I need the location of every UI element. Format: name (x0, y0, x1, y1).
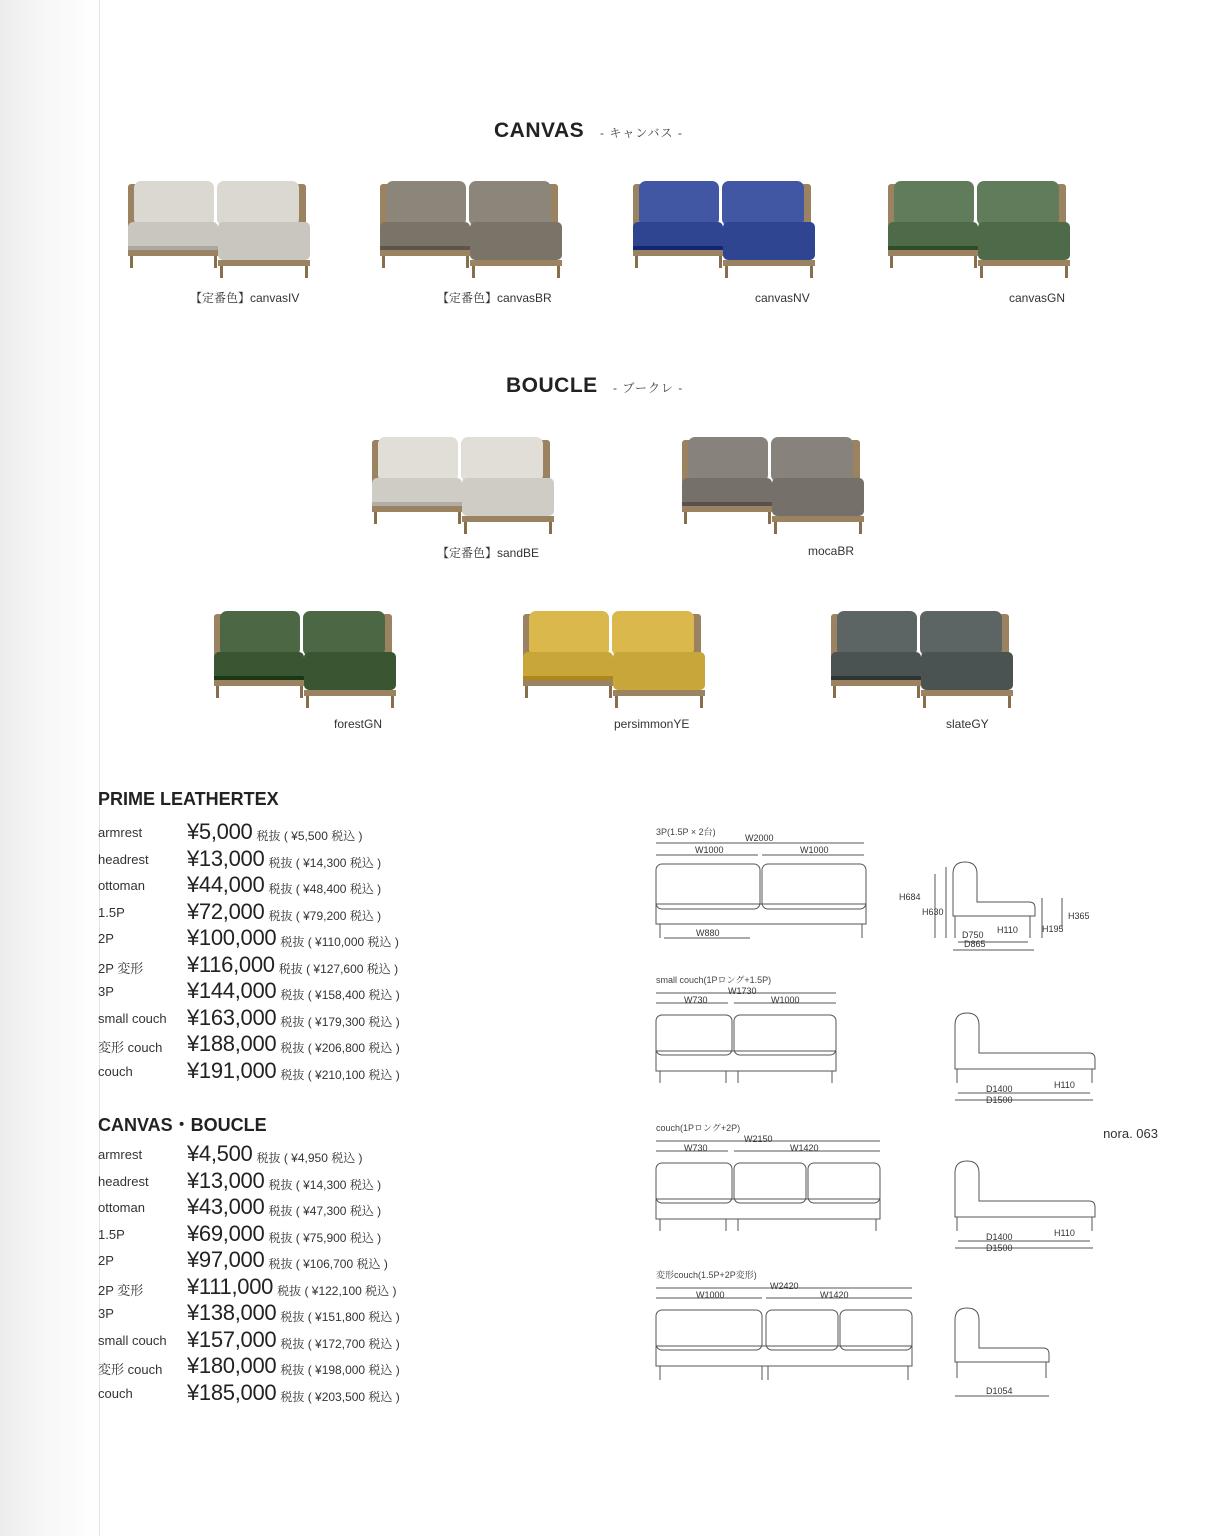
sofa-image (823, 606, 1023, 716)
price-list-title-prime: PRIME LEATHERTEX (98, 789, 279, 809)
price-tax-note: 税抜 ( ¥4,950 税込 ) (256, 1151, 363, 1165)
price-item-name: small couch (98, 1332, 167, 1348)
sofa-leg (549, 522, 552, 534)
price-tax-note: 税抜 ( ¥158,400 税込 ) (280, 988, 400, 1002)
price-value: ¥13,000 (187, 845, 265, 871)
sofa-frame (214, 680, 304, 686)
price-value: ¥180,000 (187, 1353, 277, 1378)
sofa-seat-cushion (523, 652, 613, 680)
sofa-leg (890, 256, 893, 268)
boucle-subtitle: - ブークレ - (613, 381, 684, 395)
sofa-back-cushion (461, 437, 543, 482)
sofa-leg (557, 266, 560, 278)
page-number: nora. 063 (1103, 1126, 1158, 1141)
dim-w-left: W1000 (695, 845, 724, 855)
dim-w-right: W1000 (800, 845, 829, 855)
sofa-leg (472, 266, 475, 278)
price-tax-note: 税抜 ( ¥110,000 税込 ) (280, 935, 399, 949)
dim-w-right: W1420 (820, 1290, 849, 1300)
sofa-frame (380, 250, 470, 256)
sofa-leg (466, 256, 469, 268)
sofa-frame (921, 690, 1013, 696)
price-value: ¥157,000 (187, 1326, 277, 1352)
price-tax-note: 税抜 ( ¥172,700 税込 ) (280, 1336, 400, 1351)
sofa-back-cushion (894, 181, 974, 226)
price-item-name: 1.5P (98, 904, 125, 920)
price-value: ¥185,000 (187, 1379, 277, 1405)
sofa-image (674, 432, 874, 542)
sofa-leg (917, 686, 920, 698)
price-item-name: couch (98, 1063, 133, 1079)
dim-d-1400: D1400 (986, 1232, 1013, 1242)
price-value: ¥97,000 (187, 1247, 265, 1272)
sofa-frame (633, 250, 723, 256)
price-value: ¥72,000 (187, 898, 265, 924)
sofa-seat-cushion (128, 222, 218, 250)
price-value: ¥100,000 (187, 925, 277, 950)
sofa-frame (218, 260, 310, 266)
dimension-diagram-small-couch (650, 983, 1100, 1108)
price-tax-note: 税抜 ( ¥106,700 税込 ) (268, 1257, 388, 1271)
sofa-seat-edge (128, 246, 218, 250)
sofa-back-cushion (217, 181, 299, 226)
sofa-frame (372, 506, 462, 512)
price-item-name: 3P (98, 984, 114, 999)
sofa-back-cushion (771, 437, 853, 482)
price-item-name: armrest (98, 825, 143, 840)
price-item-name: 1.5P (98, 1226, 125, 1242)
sofa-leg (306, 696, 309, 708)
price-value: ¥69,000 (187, 1220, 265, 1246)
sofa-ottoman-cushion (218, 222, 310, 260)
sofa-back-cushion (303, 611, 385, 656)
dim-h-365: H365 (1068, 911, 1090, 921)
price-row (98, 1168, 518, 1194)
sofa-frame (523, 680, 613, 686)
sofa-leg (923, 696, 926, 708)
sofa-leg (974, 256, 977, 268)
price-tax-note: 税抜 ( ¥14,300 税込 ) (268, 1177, 382, 1192)
sofa-back-cushion (837, 611, 917, 656)
price-row (98, 1221, 518, 1247)
price-row (98, 899, 518, 925)
sofa-leg (1008, 696, 1011, 708)
price-tax-note: 税抜 ( ¥206,800 税込 ) (280, 1041, 400, 1055)
price-row (98, 846, 518, 872)
swatch-label: persimmonYE (614, 717, 690, 731)
price-value: ¥111,000 (187, 1273, 274, 1299)
price-value: ¥191,000 (187, 1057, 277, 1083)
sofa-seat-edge (372, 502, 462, 506)
sofa-back-cushion (612, 611, 694, 656)
price-tax-note: 税抜 ( ¥75,900 税込 ) (268, 1230, 382, 1245)
sofa-leg (391, 696, 394, 708)
price-tax-note: 税抜 ( ¥179,300 税込 ) (280, 1014, 400, 1029)
page-binding-shadow (0, 0, 100, 1536)
price-row (98, 1300, 518, 1326)
price-value: ¥13,000 (187, 1167, 265, 1193)
sofa-ottoman-cushion (723, 222, 815, 260)
sofa-leg (525, 686, 528, 698)
sofa-leg (305, 266, 308, 278)
price-tax-note: 税抜 ( ¥127,600 税込 ) (278, 961, 399, 976)
dim-h-195: H195 (1042, 924, 1064, 934)
sofa-seat-edge (523, 676, 613, 680)
dim-w-left: W730 (684, 1143, 708, 1153)
sofa-frame (888, 250, 978, 256)
sofa-frame (772, 516, 864, 522)
price-tax-note: 税抜 ( ¥14,300 税込 ) (268, 855, 382, 870)
sofa-image (372, 176, 572, 286)
sofa-leg (768, 512, 771, 524)
sofa-back-cushion (220, 611, 300, 656)
boucle-title: BOUCLE (506, 374, 598, 397)
dim-w-right: W1420 (790, 1143, 819, 1153)
sofa-seat-edge (214, 676, 304, 680)
price-item-name: armrest (98, 1147, 143, 1162)
sofa-seat-cushion (888, 222, 978, 250)
sofa-leg (774, 522, 777, 534)
price-row (98, 1327, 518, 1353)
swatch-label: forestGN (334, 717, 383, 731)
sofa-leg (220, 266, 223, 278)
sofa-ottoman-cushion (462, 478, 554, 516)
price-tax-note: 税抜 ( ¥203,500 税込 ) (280, 1389, 400, 1404)
sofa-leg (374, 512, 377, 524)
sofa-image (625, 176, 825, 286)
price-tax-note: 税抜 ( ¥210,100 税込 ) (280, 1067, 400, 1082)
price-value: ¥163,000 (187, 1004, 277, 1030)
sofa-leg (464, 522, 467, 534)
sofa-frame (304, 690, 396, 696)
sofa-leg (609, 686, 612, 698)
sofa-leg (382, 256, 385, 268)
price-row (98, 1380, 518, 1406)
price-row (98, 952, 518, 978)
dim-w-total: W2000 (745, 834, 774, 843)
price-list-title-canvas-boucle: CANVAS・BOUCLE (98, 1115, 267, 1135)
sofa-seat-cushion (831, 652, 921, 680)
sofa-frame (470, 260, 562, 266)
price-value: ¥44,000 (187, 872, 265, 897)
swatch-label: 【定番色】canvasBR (437, 291, 552, 305)
sofa-seat-edge (888, 246, 978, 250)
sofa-seat-cushion (214, 652, 304, 680)
sofa-leg (719, 256, 722, 268)
dim-d-750: D750 (962, 930, 984, 940)
sofa-frame (831, 680, 921, 686)
sofa-leg (635, 256, 638, 268)
dim-w-total: W2150 (744, 1134, 773, 1144)
price-item-name: ottoman (98, 878, 145, 893)
sofa-leg (1065, 266, 1068, 278)
dim-d-1400: D1400 (986, 1084, 1013, 1094)
swatch-boucle-slategy (823, 606, 1023, 746)
price-value: ¥4,500 (187, 1141, 253, 1166)
dim-d-1054: D1054 (986, 1386, 1013, 1396)
sofa-frame (462, 516, 554, 522)
sofa-back-cushion (639, 181, 719, 226)
dim-w-right: W1000 (771, 995, 800, 1005)
swatch-label: slateGY (946, 717, 989, 731)
price-tax-note: 税抜 ( ¥5,500 税込 ) (256, 829, 363, 843)
sofa-seat-cushion (380, 222, 470, 250)
dim-h-630: H630 (922, 907, 944, 917)
sofa-frame (613, 690, 705, 696)
price-row (98, 1005, 518, 1031)
swatch-label: mocaBR (808, 544, 855, 558)
sofa-seat-cushion (633, 222, 723, 250)
price-value: ¥144,000 (187, 978, 277, 1003)
price-row (98, 1353, 518, 1379)
price-item-name: 2P 変形 (98, 960, 144, 976)
sofa-back-cushion (378, 437, 458, 482)
sofa-seat-cushion (682, 478, 772, 506)
price-row (98, 1274, 518, 1300)
price-row (98, 925, 518, 951)
price-row (98, 1194, 518, 1220)
sofa-image (120, 176, 320, 286)
diagram-caption-3p: 3P(1.5P × 2台) (656, 827, 716, 837)
sofa-leg (833, 686, 836, 698)
price-item-name: headrest (98, 851, 149, 867)
price-tax-note: 税抜 ( ¥198,000 税込 ) (280, 1363, 400, 1377)
sofa-ottoman-cushion (613, 652, 705, 690)
price-value: ¥138,000 (187, 1300, 277, 1325)
sofa-back-cushion (920, 611, 1002, 656)
sofa-leg (725, 266, 728, 278)
sofa-frame (682, 506, 772, 512)
sofa-leg (980, 266, 983, 278)
sofa-leg (458, 512, 461, 524)
sofa-image (880, 176, 1080, 286)
diagram-caption-henkei-couch: 変形couch(1.5P+2P変形) (656, 1270, 757, 1280)
sofa-leg (130, 256, 133, 268)
sofa-frame (978, 260, 1070, 266)
sofa-ottoman-cushion (921, 652, 1013, 690)
dim-h-110: H110 (997, 925, 1018, 935)
sofa-seat-edge (831, 676, 921, 680)
price-tax-note: 税抜 ( ¥122,100 税込 ) (277, 1283, 397, 1298)
sofa-seat-cushion (372, 478, 462, 506)
price-row (98, 872, 518, 898)
sofa-ottoman-cushion (304, 652, 396, 690)
price-row (98, 1031, 518, 1057)
sofa-seat-edge (633, 246, 723, 250)
sofa-image (206, 606, 406, 716)
price-item-name: ottoman (98, 1200, 145, 1215)
canvas-title: CANVAS (494, 119, 585, 142)
sofa-back-cushion (688, 437, 768, 482)
price-item-name: 変形 couch (98, 1040, 163, 1055)
price-row (98, 1141, 518, 1167)
dim-w-left: W730 (684, 995, 708, 1005)
price-tax-note: 税抜 ( ¥151,800 税込 ) (280, 1310, 400, 1324)
sofa-back-cushion (722, 181, 804, 226)
price-item-name: 2P (98, 931, 114, 946)
price-row (98, 978, 518, 1004)
sofa-image (515, 606, 715, 716)
sofa-ottoman-cushion (772, 478, 864, 516)
price-item-name: small couch (98, 1010, 167, 1026)
dim-h-684: H684 (899, 892, 921, 902)
sofa-frame (723, 260, 815, 266)
sofa-seat-edge (380, 246, 470, 250)
sofa-back-cushion (386, 181, 466, 226)
swatch-label: canvasGN (1009, 291, 1066, 305)
price-value: ¥116,000 (187, 951, 275, 977)
price-value: ¥5,000 (187, 819, 253, 844)
dim-d-865: D865 (964, 939, 986, 949)
price-tax-note: 税抜 ( ¥47,300 税込 ) (268, 1204, 382, 1218)
canvas-subtitle: - キャンバス - (600, 126, 683, 140)
price-row (98, 1247, 518, 1273)
dim-w-total: W1730 (728, 986, 757, 996)
diagram-caption-small-couch: small couch(1Pロング+1.5P) (656, 975, 772, 985)
dim-w-left: W1000 (696, 1290, 725, 1300)
sofa-image (364, 432, 564, 542)
sofa-leg (214, 256, 217, 268)
sofa-leg (300, 686, 303, 698)
sofa-back-cushion (529, 611, 609, 656)
swatch-label: 【定番色】sandBE (437, 546, 540, 560)
sofa-back-cushion (134, 181, 214, 226)
sofa-back-cushion (469, 181, 551, 226)
dim-h-110: H110 (1054, 1228, 1075, 1238)
price-item-name: 3P (98, 1306, 114, 1321)
sofa-frame (128, 250, 218, 256)
price-row (98, 1058, 518, 1084)
price-item-name: couch (98, 1385, 133, 1401)
dimension-diagram-couch (650, 1131, 1100, 1256)
sofa-ottoman-cushion (470, 222, 562, 260)
price-row (98, 819, 518, 845)
price-tax-note: 税抜 ( ¥48,400 税込 ) (268, 882, 382, 896)
dim-w-total: W2420 (770, 1281, 799, 1291)
dim-w-seat: W880 (696, 928, 720, 938)
swatch-label: canvasNV (755, 291, 810, 305)
sofa-leg (615, 696, 618, 708)
price-item-name: 2P 変形 (98, 1282, 144, 1298)
dim-d-1500: D1500 (986, 1095, 1013, 1105)
price-tax-note: 税抜 ( ¥79,200 税込 ) (268, 908, 382, 923)
swatch-label: 【定番色】canvasIV (190, 291, 300, 305)
sofa-seat-edge (682, 502, 772, 506)
sofa-leg (859, 522, 862, 534)
sofa-leg (216, 686, 219, 698)
price-value: ¥43,000 (187, 1194, 265, 1219)
dimension-diagram-3p (650, 834, 1100, 954)
dimension-diagram-henkei-couch (650, 1278, 1100, 1403)
price-item-name: 変形 couch (98, 1362, 163, 1377)
sofa-leg (684, 512, 687, 524)
price-item-name: 2P (98, 1253, 114, 1268)
sofa-leg (810, 266, 813, 278)
sofa-leg (700, 696, 703, 708)
sofa-ottoman-cushion (978, 222, 1070, 260)
dim-d-1500: D1500 (986, 1243, 1013, 1253)
sofa-back-cushion (977, 181, 1059, 226)
diagram-caption-couch: couch(1Pロング+2P) (656, 1123, 741, 1133)
dim-h-110: H110 (1054, 1080, 1075, 1090)
price-item-name: headrest (98, 1173, 149, 1189)
price-value: ¥188,000 (187, 1031, 277, 1056)
